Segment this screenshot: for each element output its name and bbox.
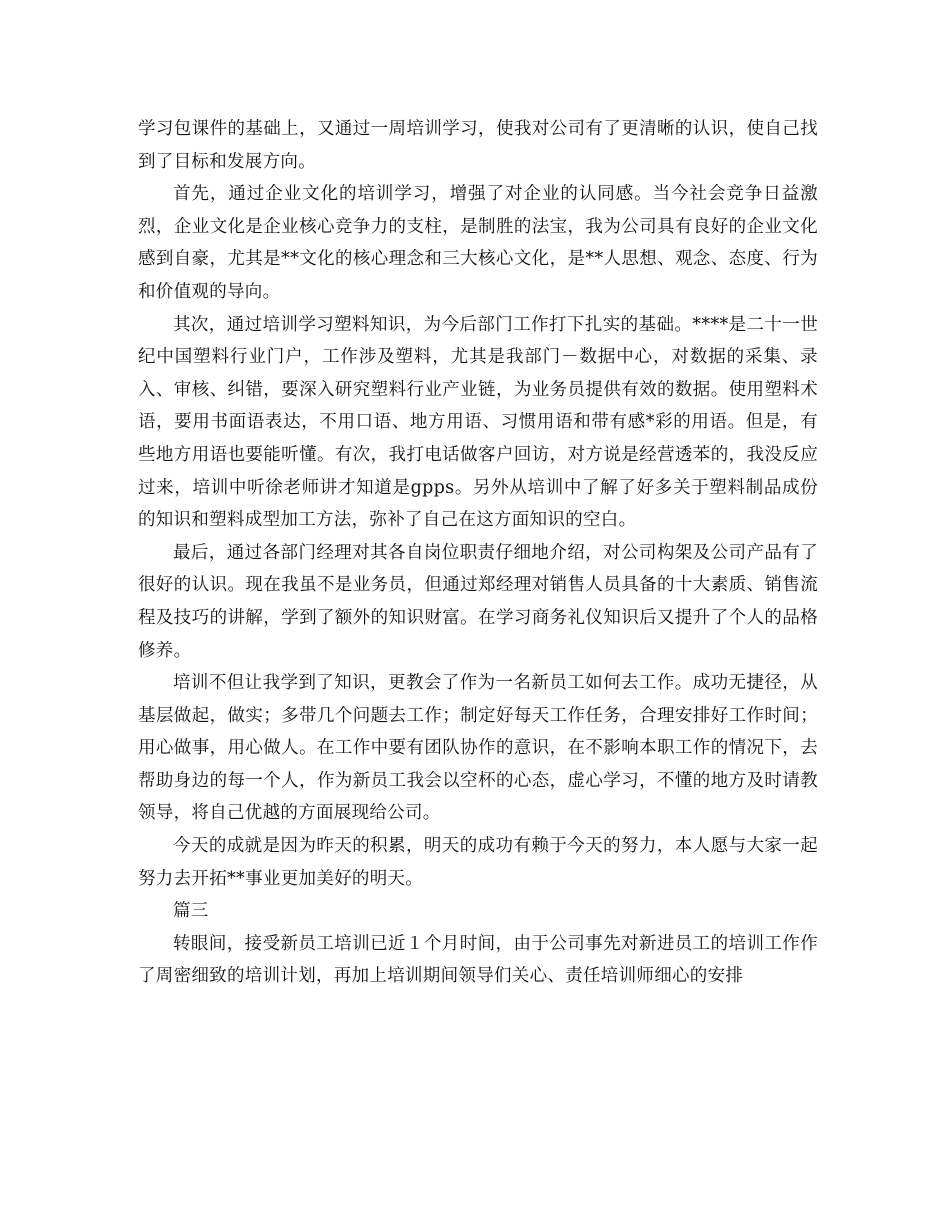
paragraph-department-introduction: 最后，通过各部门经理对其各自岗位职责仔细地介绍，对公司构架及公司产品有了很好的认识。现在我虽不是业务员，但通过郑经理对销售人员具备的十大素质、销售流程及技巧的讲解，学到了额外的知识财富。在学习商务礼仪知识后又提升了个人的品格修养。	[138, 542, 818, 661]
document-body	[138, 113, 818, 993]
paragraph-how-to-work: 培训不但让我学到了知识，更教会了作为一名新员工如何去工作。成功无捷径，从基层做起，做实；多带几个问题去工作；制定好每天工作任务，合理安排好工作时间；用心做事，用心做人。在工作中要有团队协作的意识，在不影响本职工作的情况下，去帮助身边的每一个人，作为新员工我会以空杯的心态，虚心学习，不懂的地方及时请教领导，将自己优越的方面展现给公司。	[138, 673, 818, 824]
paragraph-conclusion: 今天的成就是因为昨天的积累，明天的成功有赖于今天的努力，本人愿与大家一起努力去开拓**事业更加美好的明天。	[138, 836, 818, 889]
paragraph-part-three-intro: 转眼间，接受新员工培训已近１个月时间，由于公司事先对新进员工的培训工作作了周密细致的培训计划，再加上培训期间领导们关心、责任培训师细心的安排	[138, 933, 818, 987]
paragraph-corporate-culture: 首先，通过企业文化的培训学习，增强了对企业的认同感。当今社会竞争日益激烈，企业文化是企业核心竞争力的支柱，是制胜的法宝，我为公司具有良好的企业文化感到自豪，尤其是**文化的核心理念和三大核心文化，是**人思想、观念、态度、行为和价值观的导向。	[138, 184, 818, 302]
section-heading-part-three: 篇三	[173, 901, 209, 922]
paragraph-continuation: 学习包课件的基础上，又通过一周培训学习，使我对公司有了更清晰的认识，使自己找到了目标和发展方向。	[138, 119, 818, 172]
paragraph-plastics-knowledge: 其次，通过培训学习塑料知识，为今后部门工作打下扎实的基础。****是二十一世纪中国塑料行业门户，工作涉及塑料，尤其是我部门－数据中心，对数据的采集、录入、审核、纠错，要深入研究塑料行业产业链，为业务员提供有效的数据。使用塑料术语，要用书面语表达，不用口语、地方用语、习惯用语和带有感*彩的用语。但是，有些地方用语也要能听懂。有次，我打电话做客户回访，对方说是经营透苯的，我没反应过来，培训中听徐老师讲才知道是gpps。另外从培训中了解了好多关于塑料制品成份的知识和塑料成型加工方法，弥补了自己在这方面知识的空白。	[138, 314, 818, 531]
